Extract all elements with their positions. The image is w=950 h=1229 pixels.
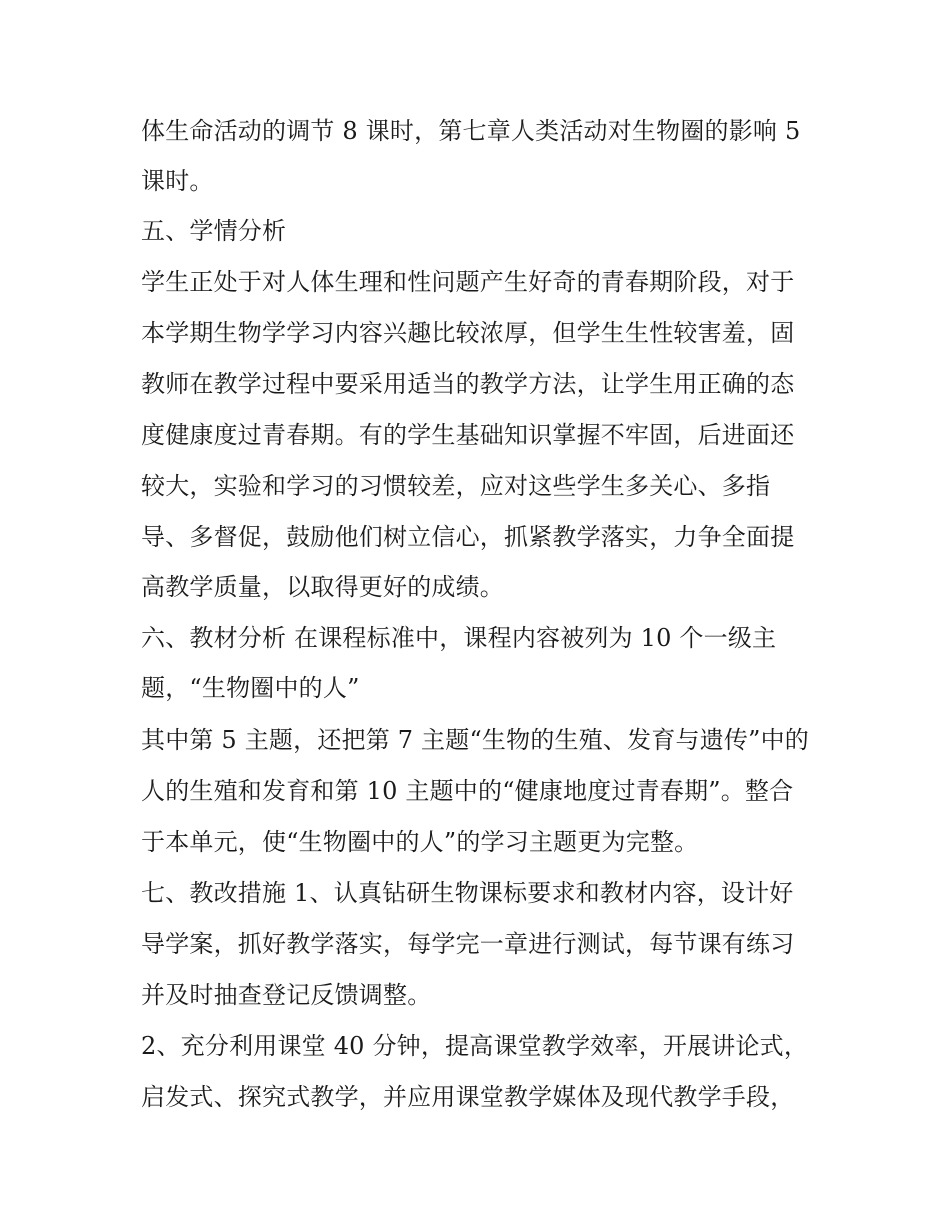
section-heading: 六、教材分析 在课程标准中，课程内容被列为 10 个一级主 <box>141 624 777 652</box>
text-line: 学生正处于对人体生理和性问题产生好奇的青春期阶段，对于 <box>141 268 795 296</box>
text-line: 体生命活动的调节 8 课时，第七章人类活动对生物圈的影响 5 <box>141 117 801 145</box>
section-heading: 七、教改措施 1、认真钻研生物课标要求和教材内容，设计好 <box>141 879 794 907</box>
text-line: 本学期生物学学习内容兴趣比较浓厚，但学生生性较害羞，固 <box>141 319 795 347</box>
text-line: 较大，实验和学习的习惯较差，应对这些学生多关心、多指 <box>141 472 771 500</box>
text-line: 导、多督促，鼓励他们树立信心，抓紧教学落实，力争全面提 <box>141 523 795 551</box>
text-line: 高教学质量，以取得更好的成绩。 <box>141 573 504 601</box>
text-line: 2、充分利用课堂 40 分钟，提高课堂教学效率，开展讲论式， <box>141 1032 809 1060</box>
text-line: 启发式、探究式教学，并应用课堂教学媒体及现代教学手段， <box>141 1083 795 1111</box>
text-line: 教师在教学过程中要采用适当的教学方法，让学生用正确的态 <box>141 370 795 398</box>
text-line: 课时。 <box>141 167 214 195</box>
text-line: 题，“生物圈中的人” <box>141 674 360 702</box>
text-line: 并及时抽查登记反馈调整。 <box>141 981 432 1009</box>
text-line: 导学案，抓好教学落实，每学完一章进行测试，每节课有练习 <box>141 930 795 958</box>
text-line: 人的生殖和发育和第 10 主题中的“健康地度过青春期”。整合 <box>141 777 794 805</box>
section-heading: 五、学情分析 <box>141 217 287 245</box>
text-line: 度健康度过青春期。有的学生基础知识掌握不牢固，后进面还 <box>141 421 795 449</box>
text-line: 于本单元，使“生物圈中的人”的学习主题更为完整。 <box>141 828 699 856</box>
text-line: 其中第 5 主题，还把第 7 主题“生物的生殖、发育与遗传”中的 <box>141 726 809 754</box>
